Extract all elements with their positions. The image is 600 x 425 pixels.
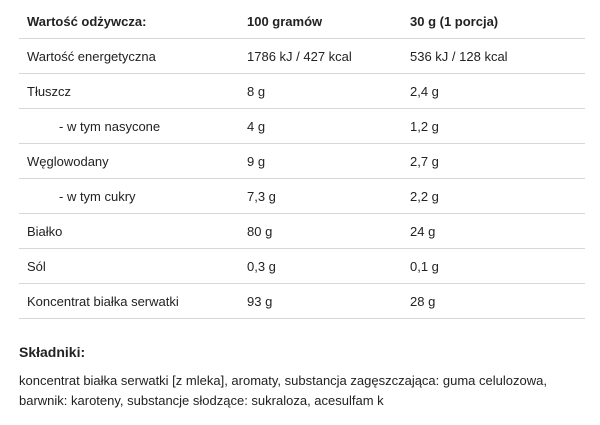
table-row bbox=[19, 109, 585, 144]
nutrition-table bbox=[19, 4, 585, 319]
nutrient-name: - w tym cukry bbox=[19, 179, 239, 214]
value-per-portion: 0,1 g bbox=[402, 249, 585, 284]
value-per-100g: 0,3 g bbox=[239, 249, 402, 284]
value-per-100g: 93 g bbox=[239, 284, 402, 319]
value-per-100g: 7,3 g bbox=[239, 179, 402, 214]
table-header-row bbox=[19, 4, 585, 39]
nutrient-name: Węglowodany bbox=[19, 144, 239, 179]
table-row bbox=[19, 284, 585, 319]
value-per-100g: 9 g bbox=[239, 144, 402, 179]
value-per-portion: 1,2 g bbox=[402, 109, 585, 144]
nutrient-name: Białko bbox=[19, 214, 239, 249]
value-per-portion: 2,4 g bbox=[402, 74, 585, 109]
ingredients-text: koncentrat białka serwatki [z mleka], aromaty, substancja zagęszczająca: guma celulozowa, barwnik: karoteny, substancje słodzące: sukraloza, acesulfam k bbox=[19, 373, 547, 408]
table-row bbox=[19, 214, 585, 249]
nutrient-name: Tłuszcz bbox=[19, 74, 239, 109]
header-per-portion: 30 g (1 porcja) bbox=[402, 4, 585, 39]
value-per-100g: 4 g bbox=[239, 109, 402, 144]
header-nutrient: Wartość odżywcza: bbox=[19, 4, 239, 39]
table-row bbox=[19, 144, 585, 179]
value-per-100g: 8 g bbox=[239, 74, 402, 109]
value-per-portion: 24 g bbox=[402, 214, 585, 249]
table-row bbox=[19, 249, 585, 284]
nutrient-name: Sól bbox=[19, 249, 239, 284]
nutrient-name: - w tym nasycone bbox=[19, 109, 239, 144]
value-per-100g: 80 g bbox=[239, 214, 402, 249]
nutrient-name: Wartość energetyczna bbox=[19, 39, 239, 74]
table-row bbox=[19, 39, 585, 74]
header-per-100g: 100 gramów bbox=[239, 4, 402, 39]
table-row bbox=[19, 179, 585, 214]
value-per-portion: 2,7 g bbox=[402, 144, 585, 179]
ingredients-title: Składniki: bbox=[19, 344, 86, 360]
value-per-portion: 28 g bbox=[402, 284, 585, 319]
value-per-portion: 536 kJ / 128 kcal bbox=[402, 39, 585, 74]
table-row bbox=[19, 74, 585, 109]
nutrient-name: Koncentrat białka serwatki bbox=[19, 284, 239, 319]
value-per-portion: 2,2 g bbox=[402, 179, 585, 214]
value-per-100g: 1786 kJ / 427 kcal bbox=[239, 39, 402, 74]
